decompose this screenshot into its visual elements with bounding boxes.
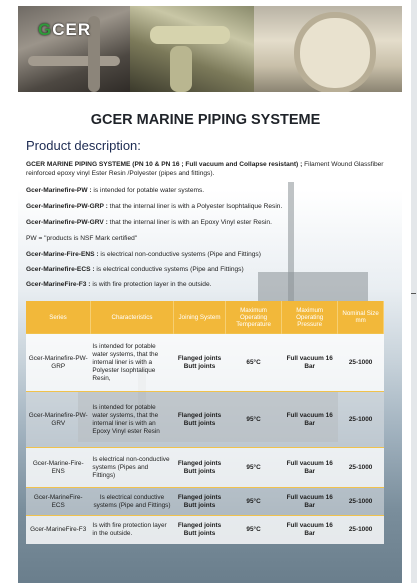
photo-pipes-center (130, 6, 254, 92)
cell-temperature: 95°C (226, 516, 282, 544)
product-table (26, 301, 384, 544)
page-title: GCER MARINE PIPING SYSTEME (90, 112, 321, 128)
cell-series: Gcer-MarineFire-F3 (26, 516, 90, 544)
table-row (26, 448, 384, 488)
paragraph-ens: Gcer-Marine-Fire-ENS : is electrical non-conductive systems (Pipe and Fittings) (26, 251, 261, 258)
photo-pipes-right (254, 6, 402, 92)
cell-joining: Flanged joints Butt joints (174, 334, 226, 392)
cell-size: 25-1000 (338, 334, 384, 392)
paragraph-ecs: Gcer-Marinefire-ECS : is electrical conductive systems (Pipe and Fittings) (26, 266, 244, 273)
cell-pressure: Full vacuum 16 Bar (282, 392, 338, 448)
header-series: Series (26, 301, 90, 334)
cell-characteristics: Is electrical non-conductive systems (Pipes and Fittings) (90, 448, 173, 488)
cell-size: 25-1000 (338, 488, 384, 516)
section-heading: Product description: (26, 138, 141, 153)
cell-temperature: 95°C (226, 448, 282, 488)
cell-series: Gcer-Marinefire-PW-GRV (26, 392, 90, 448)
cell-size: 25-1000 (338, 516, 384, 544)
header-nominal-size: Nominal Size mm (338, 301, 384, 334)
header-joining-system: Joining System (174, 301, 226, 334)
table-header-row (26, 301, 384, 334)
table-row (26, 516, 384, 544)
cell-pressure: Full vacuum 16 Bar (282, 516, 338, 544)
cell-joining: Flanged joints Butt joints (174, 448, 226, 488)
paragraph-nsf: PW = "products is NSF Mark certified" (26, 235, 138, 242)
cell-characteristics: Is intended for potable water systems, that the internal liner is with an Epoxy Vinyl ester Resin (90, 392, 173, 448)
header-max-temperature: Maximum Operating Temperature (226, 301, 282, 334)
photo-pipes-left (18, 6, 130, 92)
paragraph-pw-grv: Gcer-Marinefire-PW-GRV : that the internal liner is with an Epoxy Vinyl ester Resin. (26, 219, 272, 226)
cell-temperature: 65°C (226, 334, 282, 392)
header-photo-banner (18, 6, 402, 92)
cell-joining: Flanged joints Butt joints (174, 488, 226, 516)
cell-temperature: 95°C (226, 488, 282, 516)
cell-size: 25-1000 (338, 448, 384, 488)
table-row (26, 392, 384, 448)
table-row (26, 334, 384, 392)
header-characteristics: Characteristics (90, 301, 173, 334)
cell-size: 25-1000 (338, 392, 384, 448)
paragraph-intro: GCER MARINE PIPING SYSTEME (PN 10 & PN 16 ; Full vacuum and Collapse resistant) ; Filament Wound Glassfiber reinforced epoxy vinyl Ester Resin /Polyester (pipes and fittings). (26, 161, 384, 178)
cell-temperature: 95°C (226, 392, 282, 448)
header-max-pressure: Maximum Operating Pressure (282, 301, 338, 334)
cell-pressure: Full vacuum 16 Bar (282, 334, 338, 392)
gcer-logo: GCER (38, 20, 92, 39)
paragraph-f3: Gcer-MarineFire-F3 : is with fire protection layer in the outside. (26, 281, 212, 288)
cell-series: Gcer-Marinefire-PW-GRP (26, 334, 90, 392)
cell-pressure: Full vacuum 16 Bar (282, 488, 338, 516)
cell-characteristics: Is electrical conductive systems (Pipe and Fittings) (90, 488, 173, 516)
cell-joining: Flanged joints Butt joints (174, 516, 226, 544)
cell-joining: Flanged joints Butt joints (174, 392, 226, 448)
cell-series: Gcer-MarineFire-ECS (26, 488, 90, 516)
page-edge-marker (411, 293, 416, 294)
cell-pressure: Full vacuum 16 Bar (282, 448, 338, 488)
paragraph-pw-grp: Gcer-Marinefire-PW-GRP : that the internal liner is with a Polyester Isophtalique Resin. (26, 203, 283, 210)
cell-characteristics: Is with fire protection layer in the outside. (90, 516, 173, 544)
viewer-margin (411, 0, 417, 583)
cell-characteristics: Is intended for potable water systems, that the internal liner is with a Polyester Isophtalique Resin, (90, 334, 173, 392)
paragraph-pw: Gcer-Marinefire-PW : is intended for potable water systems. (26, 187, 205, 194)
cell-series: Gcer-Marine-Fire-ENS (26, 448, 90, 488)
table-row (26, 488, 384, 516)
